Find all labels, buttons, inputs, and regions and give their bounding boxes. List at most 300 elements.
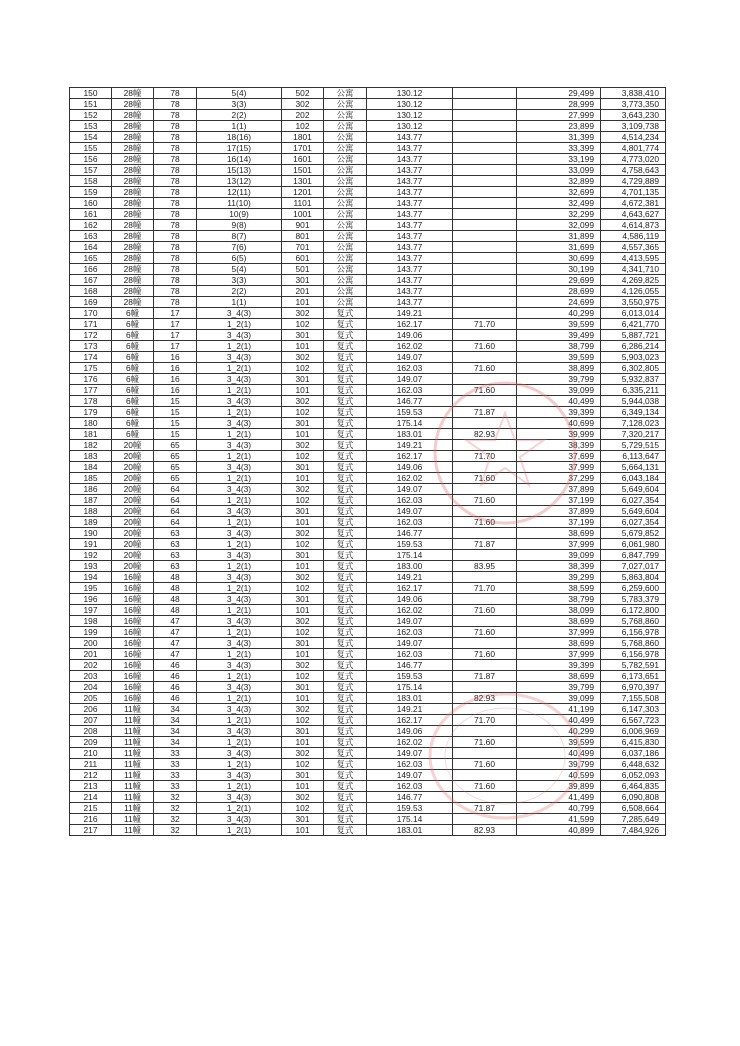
table-row bbox=[70, 550, 666, 561]
table-row bbox=[70, 759, 666, 770]
cell-total-price: 4,801,774 bbox=[601, 143, 666, 154]
table-row bbox=[70, 297, 666, 308]
cell-building: 11幢 bbox=[112, 726, 154, 737]
table-row bbox=[70, 583, 666, 594]
cell-row-number: 185 bbox=[70, 473, 112, 484]
cell-unit-price: 38,699 bbox=[517, 638, 601, 649]
cell-building: 28幢 bbox=[112, 209, 154, 220]
cell-building: 11幢 bbox=[112, 814, 154, 825]
cell-area: 143.77 bbox=[367, 286, 453, 297]
cell-unit: 78 bbox=[154, 220, 197, 231]
cell-unit: 48 bbox=[154, 583, 197, 594]
cell-total-price: 6,006,969 bbox=[601, 726, 666, 737]
cell-unit-price: 39,399 bbox=[517, 660, 601, 671]
cell-unit: 32 bbox=[154, 814, 197, 825]
cell-row-number: 162 bbox=[70, 220, 112, 231]
table-row bbox=[70, 682, 666, 693]
cell-unit-price: 37,999 bbox=[517, 627, 601, 638]
cell-unit: 17 bbox=[154, 308, 197, 319]
cell-inner-area: 82.93 bbox=[453, 825, 517, 836]
cell-inner-area: 82.93 bbox=[453, 693, 517, 704]
cell-area: 162.02 bbox=[367, 341, 453, 352]
cell-total-price: 3,109,738 bbox=[601, 121, 666, 132]
cell-total-price: 6,259,600 bbox=[601, 583, 666, 594]
cell-floor: 3_4(3) bbox=[197, 462, 282, 473]
cell-inner-area bbox=[453, 726, 517, 737]
cell-inner-area bbox=[453, 462, 517, 473]
cell-unit: 16 bbox=[154, 363, 197, 374]
cell-building: 6幢 bbox=[112, 418, 154, 429]
cell-unit: 65 bbox=[154, 473, 197, 484]
cell-row-number: 183 bbox=[70, 451, 112, 462]
cell-floor: 1_2(1) bbox=[197, 319, 282, 330]
cell-inner-area bbox=[453, 572, 517, 583]
table-row bbox=[70, 143, 666, 154]
cell-total-price: 7,320,217 bbox=[601, 429, 666, 440]
cell-total-price: 5,768,860 bbox=[601, 616, 666, 627]
cell-floor: 1_2(1) bbox=[197, 737, 282, 748]
cell-unit: 16 bbox=[154, 385, 197, 396]
cell-floor: 3_4(3) bbox=[197, 308, 282, 319]
cell-total-price: 5,903,023 bbox=[601, 352, 666, 363]
cell-property-type: 复式 bbox=[324, 418, 367, 429]
cell-property-type: 复式 bbox=[324, 506, 367, 517]
table-row bbox=[70, 121, 666, 132]
cell-total-price: 5,649,604 bbox=[601, 506, 666, 517]
cell-inner-area: 71.60 bbox=[453, 649, 517, 660]
cell-area: 159.53 bbox=[367, 407, 453, 418]
cell-inner-area bbox=[453, 143, 517, 154]
cell-total-price: 6,037,186 bbox=[601, 748, 666, 759]
cell-inner-area bbox=[453, 187, 517, 198]
cell-floor: 1_2(1) bbox=[197, 825, 282, 836]
cell-room-number: 102 bbox=[282, 715, 324, 726]
cell-area: 175.14 bbox=[367, 550, 453, 561]
cell-area: 130.12 bbox=[367, 121, 453, 132]
cell-inner-area bbox=[453, 264, 517, 275]
cell-row-number: 179 bbox=[70, 407, 112, 418]
cell-building: 28幢 bbox=[112, 242, 154, 253]
table-row bbox=[70, 451, 666, 462]
cell-building: 16幢 bbox=[112, 682, 154, 693]
cell-area: 162.03 bbox=[367, 385, 453, 396]
cell-row-number: 187 bbox=[70, 495, 112, 506]
cell-area: 162.17 bbox=[367, 319, 453, 330]
cell-property-type: 公寓 bbox=[324, 264, 367, 275]
cell-unit-price: 39,899 bbox=[517, 781, 601, 792]
cell-inner-area: 71.60 bbox=[453, 605, 517, 616]
cell-room-number: 601 bbox=[282, 253, 324, 264]
table-row bbox=[70, 88, 666, 99]
cell-property-type: 公寓 bbox=[324, 121, 367, 132]
cell-total-price: 6,286,214 bbox=[601, 341, 666, 352]
cell-building: 16幢 bbox=[112, 594, 154, 605]
cell-area: 143.77 bbox=[367, 297, 453, 308]
cell-unit: 63 bbox=[154, 550, 197, 561]
cell-floor: 3_4(3) bbox=[197, 682, 282, 693]
cell-row-number: 188 bbox=[70, 506, 112, 517]
cell-unit: 15 bbox=[154, 396, 197, 407]
cell-inner-area bbox=[453, 682, 517, 693]
cell-inner-area bbox=[453, 99, 517, 110]
cell-building: 20幢 bbox=[112, 528, 154, 539]
cell-row-number: 181 bbox=[70, 429, 112, 440]
cell-room-number: 302 bbox=[282, 440, 324, 451]
cell-total-price: 6,448,632 bbox=[601, 759, 666, 770]
cell-unit: 78 bbox=[154, 88, 197, 99]
cell-building: 20幢 bbox=[112, 473, 154, 484]
cell-floor: 3_4(3) bbox=[197, 814, 282, 825]
cell-area: 149.07 bbox=[367, 484, 453, 495]
cell-floor: 5(4) bbox=[197, 264, 282, 275]
cell-unit-price: 24,699 bbox=[517, 297, 601, 308]
cell-building: 16幢 bbox=[112, 671, 154, 682]
cell-property-type: 公寓 bbox=[324, 187, 367, 198]
cell-unit: 65 bbox=[154, 451, 197, 462]
table-row bbox=[70, 748, 666, 759]
cell-row-number: 169 bbox=[70, 297, 112, 308]
cell-floor: 6(5) bbox=[197, 253, 282, 264]
cell-unit-price: 33,399 bbox=[517, 143, 601, 154]
cell-total-price: 5,887,721 bbox=[601, 330, 666, 341]
cell-area: 143.77 bbox=[367, 220, 453, 231]
cell-total-price: 6,090,808 bbox=[601, 792, 666, 803]
cell-unit: 78 bbox=[154, 253, 197, 264]
cell-property-type: 复式 bbox=[324, 770, 367, 781]
cell-unit: 46 bbox=[154, 671, 197, 682]
cell-floor: 1_2(1) bbox=[197, 671, 282, 682]
cell-inner-area bbox=[453, 209, 517, 220]
cell-building: 11幢 bbox=[112, 770, 154, 781]
cell-unit: 78 bbox=[154, 143, 197, 154]
cell-property-type: 公寓 bbox=[324, 198, 367, 209]
cell-row-number: 159 bbox=[70, 187, 112, 198]
table-row bbox=[70, 649, 666, 660]
cell-row-number: 171 bbox=[70, 319, 112, 330]
cell-area: 149.07 bbox=[367, 352, 453, 363]
cell-building: 20幢 bbox=[112, 484, 154, 495]
cell-building: 28幢 bbox=[112, 165, 154, 176]
cell-building: 6幢 bbox=[112, 374, 154, 385]
cell-room-number: 1801 bbox=[282, 132, 324, 143]
cell-area: 175.14 bbox=[367, 682, 453, 693]
cell-inner-area bbox=[453, 275, 517, 286]
cell-unit: 78 bbox=[154, 264, 197, 275]
cell-inner-area bbox=[453, 330, 517, 341]
cell-room-number: 502 bbox=[282, 88, 324, 99]
cell-unit-price: 31,899 bbox=[517, 231, 601, 242]
cell-row-number: 161 bbox=[70, 209, 112, 220]
cell-inner-area: 71.87 bbox=[453, 407, 517, 418]
cell-unit: 16 bbox=[154, 352, 197, 363]
cell-unit-price: 39,799 bbox=[517, 374, 601, 385]
cell-building: 28幢 bbox=[112, 121, 154, 132]
cell-inner-area bbox=[453, 616, 517, 627]
cell-area: 175.14 bbox=[367, 814, 453, 825]
cell-room-number: 301 bbox=[282, 330, 324, 341]
table-row bbox=[70, 660, 666, 671]
cell-row-number: 210 bbox=[70, 748, 112, 759]
cell-building: 11幢 bbox=[112, 803, 154, 814]
cell-room-number: 301 bbox=[282, 594, 324, 605]
cell-room-number: 101 bbox=[282, 825, 324, 836]
cell-area: 149.07 bbox=[367, 374, 453, 385]
cell-area: 149.06 bbox=[367, 462, 453, 473]
cell-unit-price: 37,999 bbox=[517, 649, 601, 660]
cell-floor: 3_4(3) bbox=[197, 572, 282, 583]
cell-property-type: 复式 bbox=[324, 605, 367, 616]
cell-building: 28幢 bbox=[112, 231, 154, 242]
cell-inner-area: 71.60 bbox=[453, 473, 517, 484]
cell-inner-area bbox=[453, 418, 517, 429]
cell-row-number: 154 bbox=[70, 132, 112, 143]
cell-area: 146.77 bbox=[367, 792, 453, 803]
cell-row-number: 208 bbox=[70, 726, 112, 737]
cell-property-type: 复式 bbox=[324, 407, 367, 418]
cell-property-type: 复式 bbox=[324, 627, 367, 638]
cell-total-price: 4,557,365 bbox=[601, 242, 666, 253]
cell-room-number: 301 bbox=[282, 638, 324, 649]
cell-building: 11幢 bbox=[112, 748, 154, 759]
cell-unit-price: 39,599 bbox=[517, 737, 601, 748]
cell-area: 143.77 bbox=[367, 165, 453, 176]
cell-unit: 32 bbox=[154, 803, 197, 814]
cell-building: 6幢 bbox=[112, 363, 154, 374]
cell-building: 28幢 bbox=[112, 264, 154, 275]
cell-room-number: 101 bbox=[282, 649, 324, 660]
table-row bbox=[70, 264, 666, 275]
cell-total-price: 4,614,873 bbox=[601, 220, 666, 231]
cell-building: 28幢 bbox=[112, 198, 154, 209]
cell-unit-price: 38,399 bbox=[517, 561, 601, 572]
cell-property-type: 复式 bbox=[324, 330, 367, 341]
cell-total-price: 6,508,664 bbox=[601, 803, 666, 814]
cell-row-number: 211 bbox=[70, 759, 112, 770]
cell-floor: 2(2) bbox=[197, 110, 282, 121]
cell-building: 20幢 bbox=[112, 561, 154, 572]
cell-inner-area: 71.60 bbox=[453, 737, 517, 748]
cell-area: 149.07 bbox=[367, 506, 453, 517]
cell-building: 20幢 bbox=[112, 495, 154, 506]
cell-total-price: 6,156,978 bbox=[601, 627, 666, 638]
cell-inner-area: 71.60 bbox=[453, 759, 517, 770]
table-row bbox=[70, 495, 666, 506]
cell-total-price: 6,027,354 bbox=[601, 495, 666, 506]
cell-building: 28幢 bbox=[112, 176, 154, 187]
cell-floor: 3_4(3) bbox=[197, 330, 282, 341]
price-list-sheet bbox=[69, 87, 665, 836]
cell-area: 162.03 bbox=[367, 759, 453, 770]
cell-row-number: 175 bbox=[70, 363, 112, 374]
table-row bbox=[70, 528, 666, 539]
cell-area: 143.77 bbox=[367, 154, 453, 165]
cell-property-type: 公寓 bbox=[324, 165, 367, 176]
table-row bbox=[70, 253, 666, 264]
cell-unit: 17 bbox=[154, 341, 197, 352]
cell-unit: 78 bbox=[154, 176, 197, 187]
cell-unit-price: 38,699 bbox=[517, 671, 601, 682]
cell-room-number: 301 bbox=[282, 506, 324, 517]
cell-building: 28幢 bbox=[112, 286, 154, 297]
cell-inner-area bbox=[453, 814, 517, 825]
cell-room-number: 1301 bbox=[282, 176, 324, 187]
cell-total-price: 4,126,055 bbox=[601, 286, 666, 297]
cell-room-number: 102 bbox=[282, 803, 324, 814]
cell-property-type: 复式 bbox=[324, 517, 367, 528]
cell-inner-area bbox=[453, 297, 517, 308]
table-row bbox=[70, 165, 666, 176]
cell-room-number: 102 bbox=[282, 319, 324, 330]
cell-property-type: 复式 bbox=[324, 814, 367, 825]
cell-area: 143.77 bbox=[367, 176, 453, 187]
cell-unit-price: 39,099 bbox=[517, 550, 601, 561]
cell-building: 28幢 bbox=[112, 143, 154, 154]
cell-row-number: 152 bbox=[70, 110, 112, 121]
cell-row-number: 178 bbox=[70, 396, 112, 407]
cell-row-number: 212 bbox=[70, 770, 112, 781]
cell-property-type: 公寓 bbox=[324, 110, 367, 121]
cell-total-price: 6,335,211 bbox=[601, 385, 666, 396]
cell-building: 6幢 bbox=[112, 319, 154, 330]
cell-room-number: 101 bbox=[282, 781, 324, 792]
cell-property-type: 公寓 bbox=[324, 275, 367, 286]
cell-floor: 17(15) bbox=[197, 143, 282, 154]
cell-building: 11幢 bbox=[112, 704, 154, 715]
cell-property-type: 复式 bbox=[324, 429, 367, 440]
table-body bbox=[70, 88, 666, 836]
cell-building: 16幢 bbox=[112, 616, 154, 627]
cell-area: 143.77 bbox=[367, 132, 453, 143]
cell-floor: 3_4(3) bbox=[197, 660, 282, 671]
cell-inner-area bbox=[453, 396, 517, 407]
cell-unit: 65 bbox=[154, 440, 197, 451]
cell-row-number: 197 bbox=[70, 605, 112, 616]
cell-total-price: 6,156,978 bbox=[601, 649, 666, 660]
cell-room-number: 101 bbox=[282, 297, 324, 308]
cell-area: 143.77 bbox=[367, 209, 453, 220]
cell-floor: 3(3) bbox=[197, 99, 282, 110]
table-row bbox=[70, 814, 666, 825]
cell-inner-area bbox=[453, 506, 517, 517]
cell-unit-price: 40,499 bbox=[517, 748, 601, 759]
cell-floor: 12(11) bbox=[197, 187, 282, 198]
cell-room-number: 102 bbox=[282, 759, 324, 770]
cell-property-type: 复式 bbox=[324, 715, 367, 726]
cell-inner-area bbox=[453, 660, 517, 671]
cell-building: 16幢 bbox=[112, 627, 154, 638]
cell-unit-price: 31,399 bbox=[517, 132, 601, 143]
cell-building: 6幢 bbox=[112, 429, 154, 440]
cell-building: 20幢 bbox=[112, 462, 154, 473]
cell-total-price: 6,113,647 bbox=[601, 451, 666, 462]
cell-area: 149.21 bbox=[367, 440, 453, 451]
table-row bbox=[70, 605, 666, 616]
cell-building: 6幢 bbox=[112, 330, 154, 341]
cell-building: 28幢 bbox=[112, 275, 154, 286]
cell-unit-price: 28,699 bbox=[517, 286, 601, 297]
cell-unit: 33 bbox=[154, 748, 197, 759]
cell-inner-area: 71.60 bbox=[453, 341, 517, 352]
cell-area: 149.06 bbox=[367, 330, 453, 341]
cell-floor: 1(1) bbox=[197, 297, 282, 308]
cell-property-type: 复式 bbox=[324, 792, 367, 803]
cell-area: 146.77 bbox=[367, 396, 453, 407]
cell-inner-area: 71.87 bbox=[453, 671, 517, 682]
cell-unit-price: 37,999 bbox=[517, 462, 601, 473]
cell-total-price: 6,421,770 bbox=[601, 319, 666, 330]
cell-property-type: 复式 bbox=[324, 539, 367, 550]
cell-property-type: 复式 bbox=[324, 803, 367, 814]
cell-property-type: 复式 bbox=[324, 825, 367, 836]
cell-property-type: 复式 bbox=[324, 484, 367, 495]
cell-row-number: 190 bbox=[70, 528, 112, 539]
cell-area: 159.53 bbox=[367, 803, 453, 814]
cell-room-number: 1601 bbox=[282, 154, 324, 165]
cell-room-number: 102 bbox=[282, 407, 324, 418]
table-row bbox=[70, 616, 666, 627]
cell-area: 149.21 bbox=[367, 704, 453, 715]
cell-floor: 3_4(3) bbox=[197, 594, 282, 605]
cell-unit: 78 bbox=[154, 286, 197, 297]
cell-inner-area: 71.70 bbox=[453, 451, 517, 462]
cell-area: 143.77 bbox=[367, 198, 453, 209]
cell-floor: 3_4(3) bbox=[197, 726, 282, 737]
cell-building: 6幢 bbox=[112, 308, 154, 319]
table-row bbox=[70, 396, 666, 407]
cell-floor: 3_4(3) bbox=[197, 748, 282, 759]
cell-room-number: 301 bbox=[282, 462, 324, 473]
cell-unit-price: 37,299 bbox=[517, 473, 601, 484]
cell-row-number: 214 bbox=[70, 792, 112, 803]
cell-unit-price: 38,899 bbox=[517, 363, 601, 374]
cell-room-number: 301 bbox=[282, 814, 324, 825]
table-row bbox=[70, 99, 666, 110]
table-row bbox=[70, 671, 666, 682]
cell-area: 162.17 bbox=[367, 583, 453, 594]
cell-inner-area bbox=[453, 110, 517, 121]
cell-room-number: 1201 bbox=[282, 187, 324, 198]
cell-unit-price: 41,199 bbox=[517, 704, 601, 715]
cell-building: 20幢 bbox=[112, 451, 154, 462]
table-row bbox=[70, 363, 666, 374]
cell-property-type: 公寓 bbox=[324, 209, 367, 220]
table-row bbox=[70, 715, 666, 726]
cell-property-type: 复式 bbox=[324, 462, 367, 473]
cell-floor: 3_4(3) bbox=[197, 440, 282, 451]
cell-room-number: 302 bbox=[282, 572, 324, 583]
cell-row-number: 202 bbox=[70, 660, 112, 671]
cell-building: 16幢 bbox=[112, 572, 154, 583]
cell-total-price: 4,701,135 bbox=[601, 187, 666, 198]
cell-unit-price: 31,699 bbox=[517, 242, 601, 253]
cell-unit-price: 30,699 bbox=[517, 253, 601, 264]
cell-property-type: 复式 bbox=[324, 363, 367, 374]
cell-property-type: 公寓 bbox=[324, 220, 367, 231]
cell-unit-price: 30,199 bbox=[517, 264, 601, 275]
cell-room-number: 302 bbox=[282, 99, 324, 110]
cell-inner-area bbox=[453, 231, 517, 242]
cell-room-number: 101 bbox=[282, 605, 324, 616]
table-row bbox=[70, 429, 666, 440]
cell-row-number: 173 bbox=[70, 341, 112, 352]
cell-unit: 47 bbox=[154, 649, 197, 660]
table-row bbox=[70, 242, 666, 253]
cell-unit-price: 32,899 bbox=[517, 176, 601, 187]
table-row bbox=[70, 176, 666, 187]
cell-room-number: 102 bbox=[282, 671, 324, 682]
cell-room-number: 101 bbox=[282, 693, 324, 704]
cell-total-price: 5,664,131 bbox=[601, 462, 666, 473]
